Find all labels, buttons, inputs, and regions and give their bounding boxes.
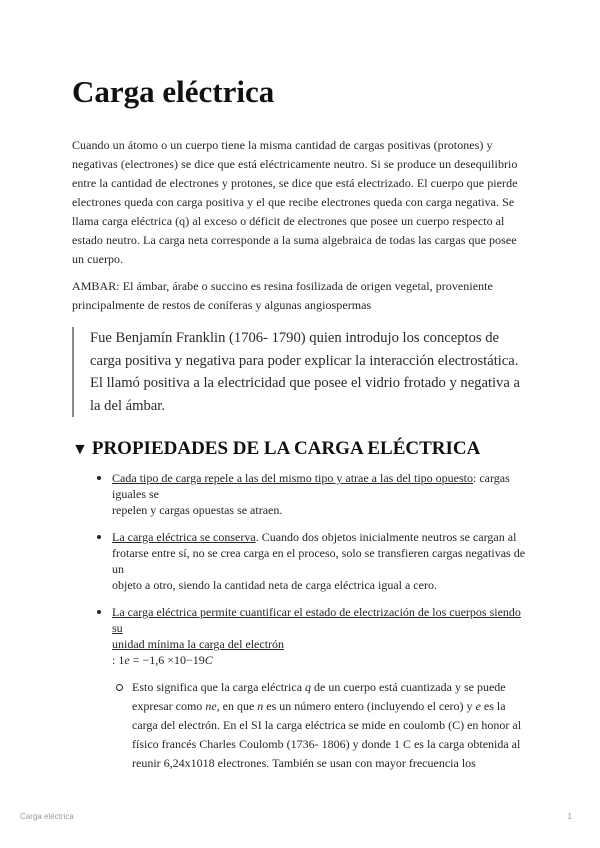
math-ne: ne	[205, 699, 217, 713]
toggle-triangle-icon[interactable]: ▼	[72, 441, 88, 458]
sub-text: de un cuerpo está cuantizada y se puede expresar como	[132, 680, 506, 713]
footer-page-number: 1	[567, 812, 572, 821]
intro-paragraph: Cuando un átomo o un cuerpo tiene la misma cantidad de cargas positivas (protones) y negativas (electrones) se dice que está eléctricamente neutro. Si se produce un desequilibrio entre la cantidad de electrones y protones, se dice que está electrizado. El cuerpo que pierde electrones queda con carga positiva y el que recibe electrones queda con carga negativa. Se llama carga eléctrica (q) al exceso o déficit de electrones que posee un cuerpo respecto al estado neutro. La carga neta corresponde a la suma algebraica de todas las cargas que posee un cuerpo.	[72, 138, 518, 266]
sub-text: , en que	[216, 699, 258, 713]
electron-charge-formula	[112, 652, 528, 668]
list-item-emphasis: La carga eléctrica se conserva	[112, 530, 256, 544]
section-heading-text: PROPIEDADES DE LA CARGA ELÉCTRICA	[91, 438, 481, 459]
sub-list-item	[112, 678, 528, 773]
math-e: e	[475, 699, 481, 713]
formula-variable: e	[124, 653, 130, 667]
list-item-emphasis-continued: unidad mínima la carga del electrón	[112, 637, 285, 651]
list-item-emphasis: Cada tipo de carga repele a las del mismo tipo y atrae a las del tipo opuesto	[112, 471, 473, 485]
page-title: Carga eléctrica	[72, 74, 275, 109]
sub-list	[112, 678, 528, 773]
list-item	[72, 470, 528, 518]
list-item-text-continued: objeto a otro, siendo la cantidad neta de carga eléctrica igual a cero.	[112, 578, 437, 592]
math-q: q	[305, 680, 312, 694]
list-item-text: : cargas iguales se	[112, 471, 510, 501]
franklin-quote	[72, 327, 528, 417]
list-item	[72, 529, 528, 593]
formula-value: = −1,6 ×10−19	[129, 653, 205, 667]
properties-list	[72, 470, 528, 773]
quote-text: Fue Benjamín Franklin (1706- 1790) quien introdujo los conceptos de carga positiva y negativa para poder explicar la interacción electrostática. El llamó positiva a la electricidad que posee el vidrio frotado y negativa a la del ámbar.	[90, 330, 520, 414]
formula-unit: C	[204, 653, 213, 667]
sub-text: es la carga del electrón. En el SI la carga eléctrica se mide en coulomb (C) en honor al físico francés Charles Coulomb (1736- 1806) y donde 1 C es la carga obtenida al reunir 6,24x1018 electrones. También se usan con mayor frecuencia los	[132, 699, 522, 770]
footer-doc-title: Carga eléctrica	[20, 812, 74, 821]
sub-text: es un número entero (incluyendo el cero) y	[263, 699, 476, 713]
sub-text: Esto significa que la carga eléctrica	[132, 680, 306, 694]
list-item	[72, 604, 528, 773]
list-item-text: . Cuando dos objetos inicialmente neutros se cargan al frotarse entre sí, no se crea carga en el proceso, solo se transfieren cargas negativas de un	[112, 530, 526, 576]
math-n: n	[257, 699, 264, 713]
ambar-paragraph: AMBAR: El ámbar, árabe o succino es resina fosilizada de origen vegetal, proveniente principalmente de restos de coníferas y algunas angiospermas	[72, 279, 493, 312]
formula-prefix: : 1	[112, 653, 125, 667]
list-item-text-continued: repelen y cargas opuestas se atraen.	[112, 503, 283, 517]
document-page	[72, 74, 528, 784]
list-item-emphasis: La carga eléctrica permite cuantificar el estado de electrización de los cuerpos siendo su	[112, 605, 521, 635]
section-heading[interactable]	[72, 437, 528, 462]
